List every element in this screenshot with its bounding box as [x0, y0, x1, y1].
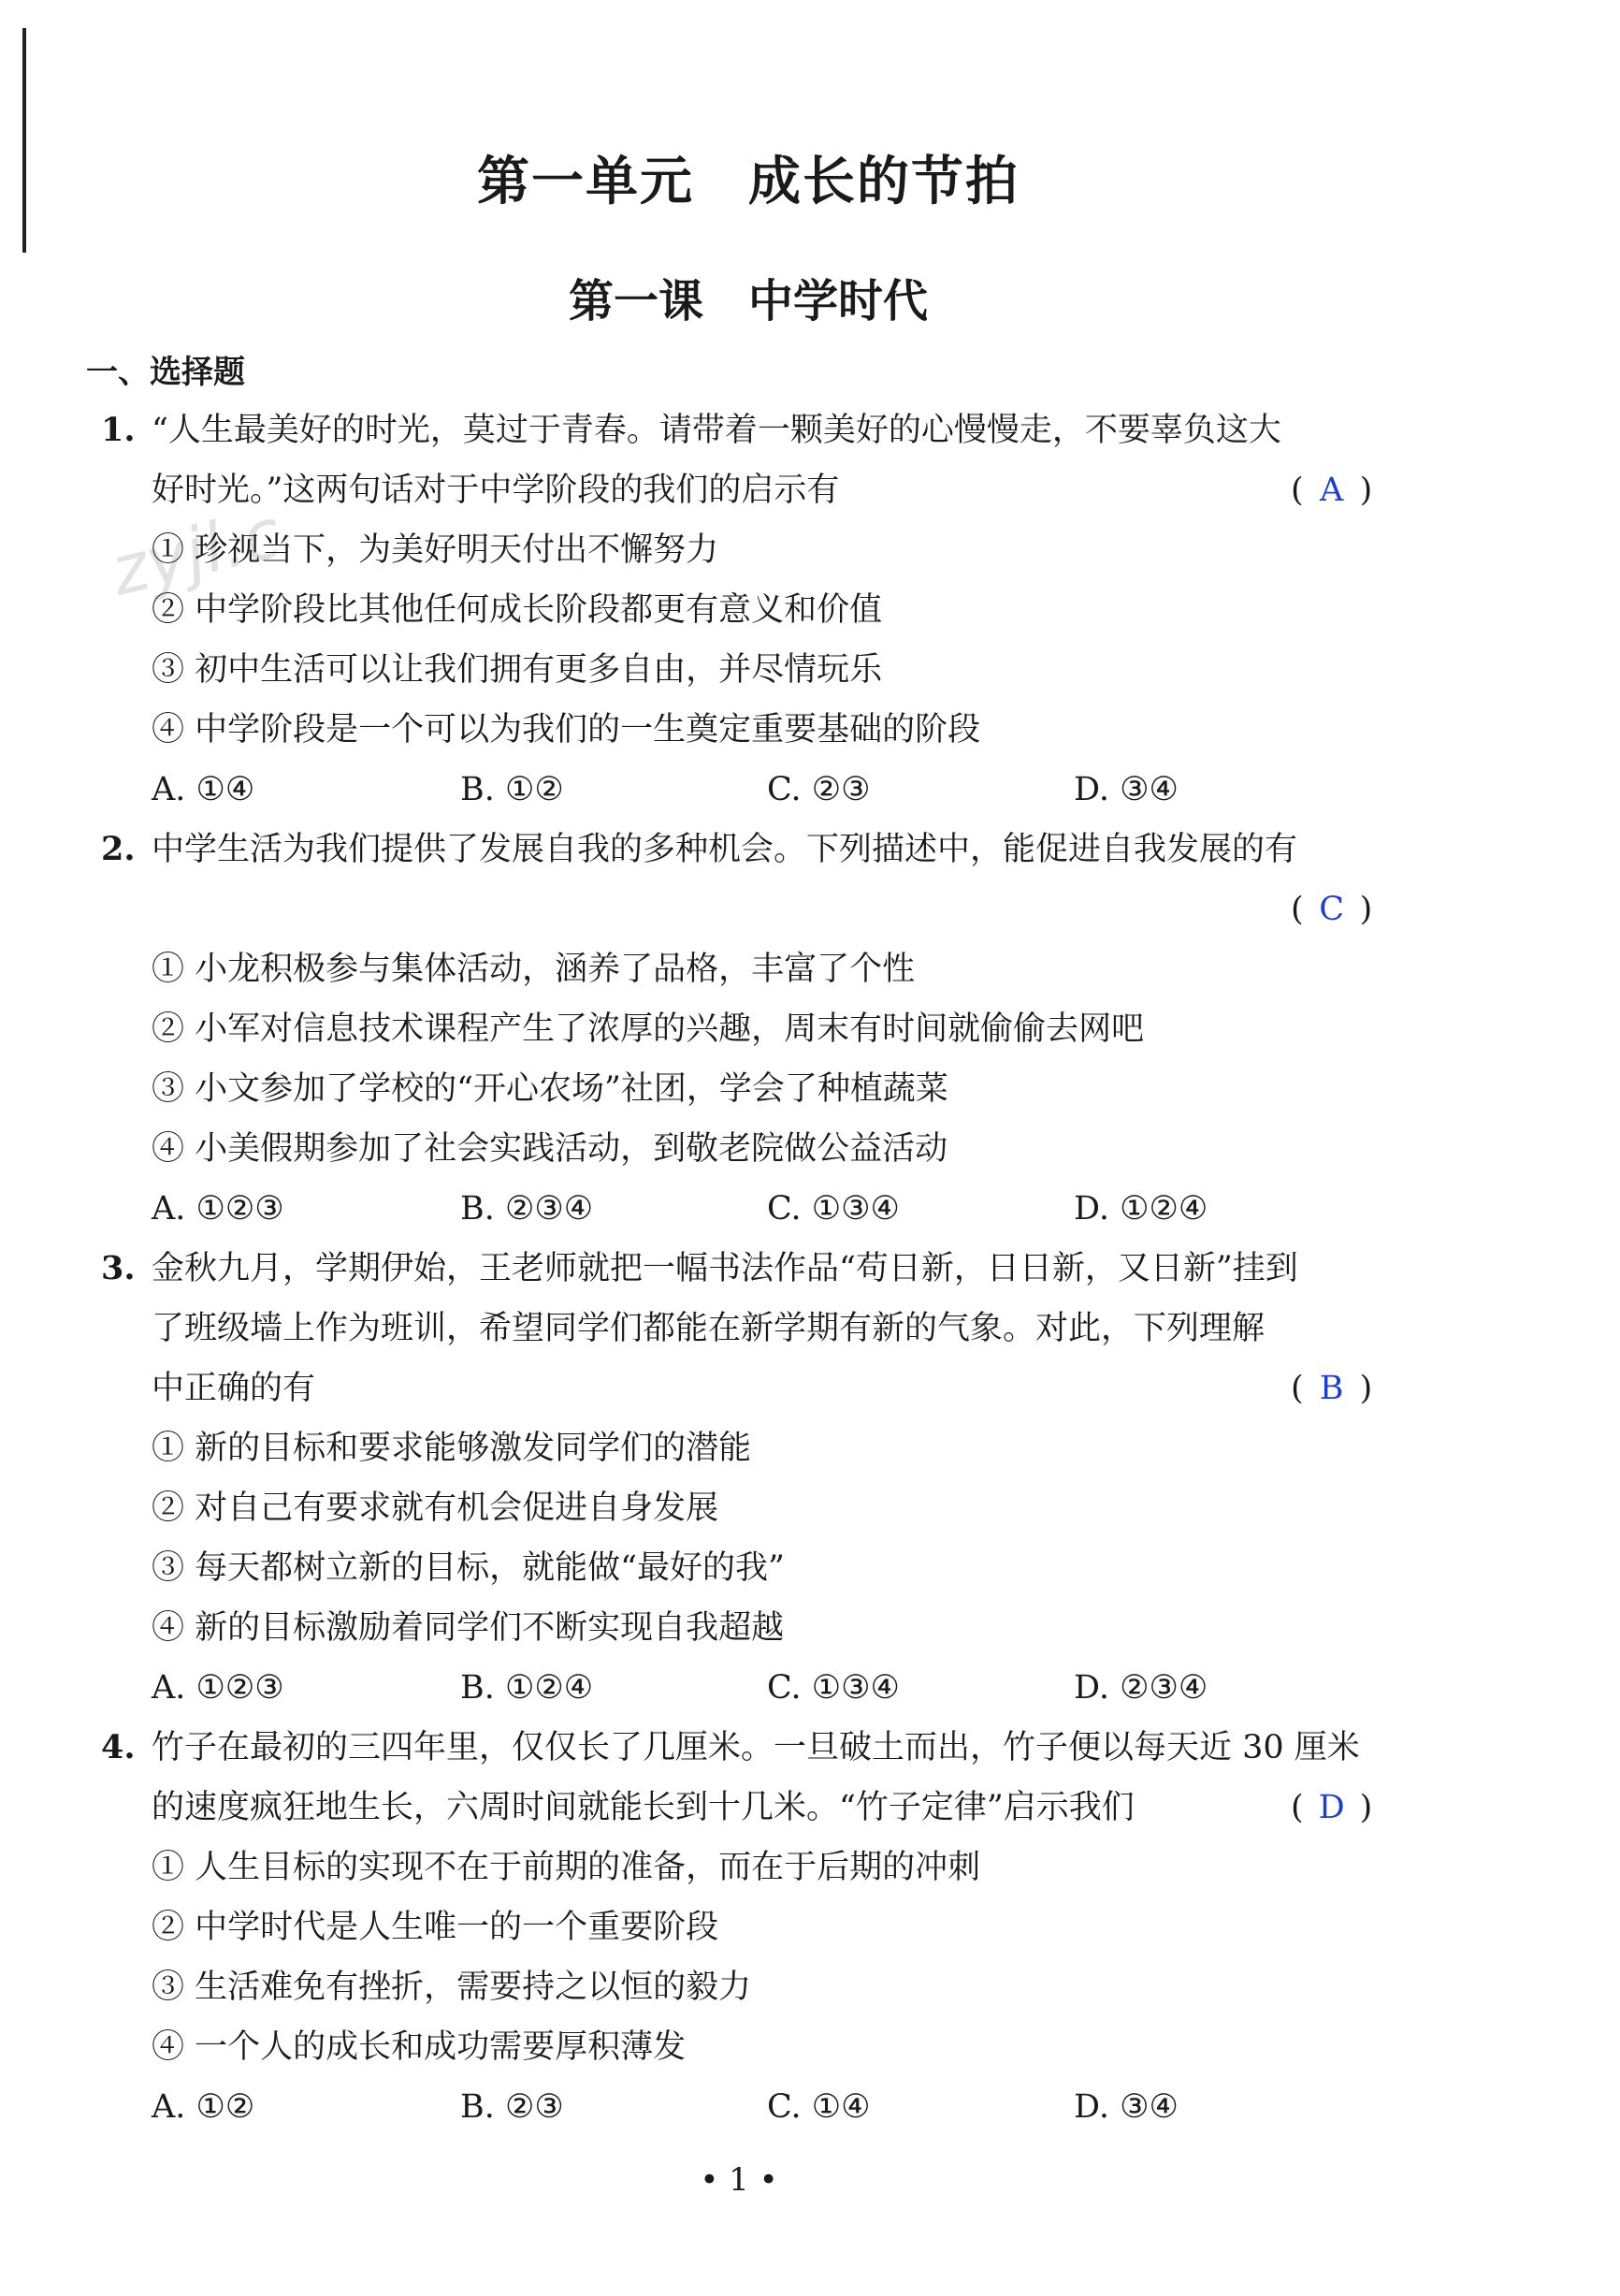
question-stem-line: 中正确的有 — [152, 1370, 316, 1407]
answer-bracket: ( C ) — [1291, 891, 1373, 928]
statement-item: ② 中学时代是人生唯一的一个重要阶段 — [152, 1909, 719, 1946]
statement-item: ③ 生活难免有挫折，需要持之以恒的毅力 — [152, 1969, 752, 2006]
answer-bracket: ( B ) — [1291, 1370, 1373, 1407]
option-b: B. ②③④ — [460, 1190, 594, 1228]
statement-item: ④ 新的目标激励着同学们不断实现自我超越 — [152, 1609, 785, 1647]
option-c: C. ①③④ — [767, 1669, 900, 1707]
option-a: A. ①④ — [152, 771, 255, 808]
option-b: B. ①②④ — [460, 1669, 594, 1707]
question-stem-line: 中学生活为我们提供了发展自我的多种机会。下列描述中，能促进自我发展的有 — [152, 831, 1298, 868]
statement-item: ④ 中学阶段是一个可以为我们的一生奠定重要基础的阶段 — [152, 711, 981, 748]
section-title: 一、选择题 — [86, 354, 245, 391]
question-stem-line: 的速度疯狂地生长，六周时间就能长到十几米。“竹子定律”启示我们 — [152, 1789, 1135, 1826]
statement-item: ④ 小美假期参加了社会实践活动，到敬老院做公益活动 — [152, 1130, 948, 1168]
statement-item: ① 小龙积极参与集体活动，涵养了品格，丰富了个性 — [152, 951, 916, 988]
option-d: D. ③④ — [1074, 771, 1179, 808]
option-b: B. ①② — [460, 771, 564, 808]
unit-title: 第一单元 成长的节拍 — [477, 152, 1020, 212]
page-number: • 1 • — [700, 2161, 778, 2199]
statement-item: ① 新的目标和要求能够激发同学们的潜能 — [152, 1430, 752, 1467]
statement-item: ② 对自己有要求就有机会促进自身发展 — [152, 1489, 719, 1527]
lesson-title: 第一课 中学时代 — [568, 275, 928, 327]
statement-item: ③ 初中生活可以让我们拥有更多自由，并尽情玩乐 — [152, 651, 883, 689]
question-stem-line: 了班级墙上作为班训，希望同学们都能在新学期有新的气象。对此，下列理解 — [152, 1310, 1266, 1347]
answer-letter: D — [1318, 1789, 1345, 1826]
option-c: C. ①③④ — [767, 1190, 900, 1228]
statement-item: ④ 一个人的成长和成功需要厚积薄发 — [152, 2028, 687, 2066]
answer-letter: C — [1319, 891, 1345, 928]
statement-item: ② 小军对信息技术课程产生了浓厚的兴趣，周末有时间就偷偷去网吧 — [152, 1010, 1145, 1048]
answer-bracket: ( D ) — [1291, 1789, 1373, 1826]
option-c: C. ①④ — [767, 2088, 871, 2126]
question-number: 1. — [101, 411, 136, 449]
answer-letter: A — [1320, 472, 1344, 509]
question-stem-line: 金秋九月，学期伊始，王老师就把一幅书法作品“苟日新，日日新，又日新”挂到 — [152, 1250, 1298, 1287]
question-number: 4. — [101, 1728, 136, 1766]
option-b: B. ②③ — [460, 2088, 564, 2126]
statement-item: ① 人生目标的实现不在于前期的准备，而在于后期的冲刺 — [152, 1849, 981, 1886]
question-stem-line: 好时光。”这两句话对于中学阶段的我们的启示有 — [152, 472, 840, 509]
statement-item: ③ 每天都树立新的目标，就能做“最好的我” — [152, 1549, 785, 1587]
option-d: D. ①②④ — [1074, 1190, 1208, 1228]
statement-item: ① 珍视当下，为美好明天付出不懈努力 — [152, 531, 719, 569]
answer-letter: B — [1319, 1370, 1344, 1407]
answer-bracket: ( A ) — [1291, 472, 1373, 509]
option-d: D. ③④ — [1074, 2088, 1179, 2126]
question-stem-line: “人生最美好的时光，莫过于青春。请带着一颗美好的心慢慢走，不要辜负这大 — [152, 412, 1281, 449]
statement-item: ③ 小文参加了学校的“开心农场”社团，学会了种植蔬菜 — [152, 1070, 948, 1108]
question-number: 2. — [101, 830, 136, 868]
option-c: C. ②③ — [767, 771, 871, 808]
watermark: zyjl.c — [103, 493, 289, 611]
question-stem-line: 竹子在最初的三四年里，仅仅长了几厘米。一旦破土而出，竹子便以每天近 30 厘米 — [152, 1729, 1360, 1766]
option-a: A. ①② — [152, 2088, 255, 2126]
option-d: D. ②③④ — [1074, 1669, 1208, 1707]
statement-item: ② 中学阶段比其他任何成长阶段都更有意义和价值 — [152, 591, 883, 629]
option-a: A. ①②③ — [152, 1669, 284, 1707]
question-number: 3. — [101, 1249, 136, 1287]
option-a: A. ①②③ — [152, 1190, 284, 1228]
